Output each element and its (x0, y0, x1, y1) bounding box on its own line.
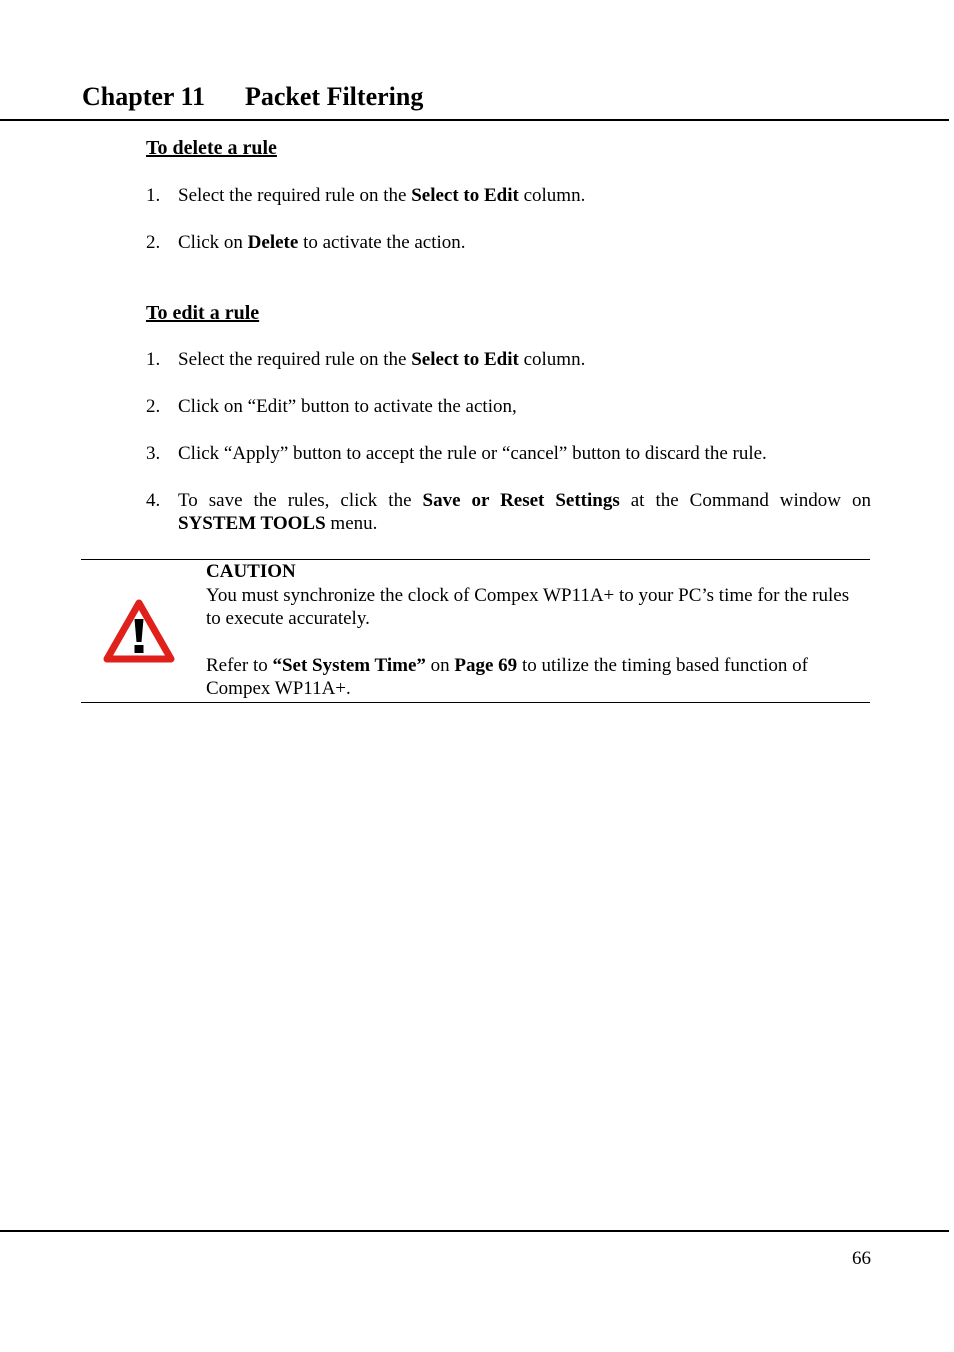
step-bold: Save or Reset Settings (422, 490, 620, 511)
edit-step-2 (146, 395, 871, 418)
chapter-title: Packet Filtering (245, 82, 424, 111)
edit-rule-heading: To edit a rule (146, 302, 260, 324)
step-number: 2. (146, 396, 161, 417)
caution-ref-page: Page 69 (454, 654, 518, 676)
caution-reference (206, 654, 866, 701)
step-bold: Select to Edit (411, 349, 519, 370)
delete-step-2 (146, 231, 871, 254)
step-number: 2. (146, 232, 161, 253)
step-text: To save the rules, click the (178, 490, 423, 511)
delete-rule-heading: To delete a rule (146, 137, 277, 159)
caution-ref-text: to utilize the timing based function of Compex WP11A+. (206, 654, 808, 699)
warning-exclamation-dot (135, 645, 144, 653)
step-bold: Select to Edit (411, 185, 519, 206)
chapter-number: Chapter 11 (82, 82, 206, 111)
page-number: 66 (852, 1248, 871, 1269)
step-text: Click “Apply” button to accept the rule or “cancel” button to discard the rule. (178, 443, 767, 464)
caution-ref-link-text: “Set System Time” (272, 654, 426, 676)
chapter-heading (82, 80, 423, 114)
step-text: menu. (325, 513, 378, 534)
edit-step-4 (146, 489, 871, 535)
step-text: to activate the action. (298, 232, 466, 253)
step-number: 4. (146, 490, 161, 511)
header-rule (0, 119, 949, 121)
step-bold: SYSTEM TOOLS (178, 513, 326, 534)
caution-box (81, 559, 870, 703)
step-text: column. (518, 185, 586, 206)
caution-title: CAUTION (206, 561, 296, 582)
step-text: at the Command window on (619, 490, 872, 511)
step-text: Select the required rule on the (178, 185, 412, 206)
step-text: Click on “Edit” button to activate the action, (178, 396, 517, 417)
step-number: 1. (146, 185, 161, 206)
caution-ref-text: on (425, 654, 455, 676)
delete-step-1 (146, 184, 871, 207)
caution-body: You must synchronize the clock of Compex WP11A+ to your PC’s time for the rules to execute accurately. (206, 584, 850, 629)
step-text: column. (518, 349, 586, 370)
edit-step-3 (146, 442, 871, 465)
step-number: 1. (146, 349, 161, 370)
footer-rule (0, 1230, 949, 1232)
step-text: Select the required rule on the (178, 349, 412, 370)
warning-triangle-icon (103, 598, 175, 664)
step-number: 3. (146, 443, 161, 464)
caution-ref-text: Refer to (206, 654, 273, 676)
step-bold: Delete (247, 232, 299, 253)
edit-step-1 (146, 348, 871, 371)
caution-content (206, 560, 866, 701)
step-text: Click on (178, 232, 248, 253)
